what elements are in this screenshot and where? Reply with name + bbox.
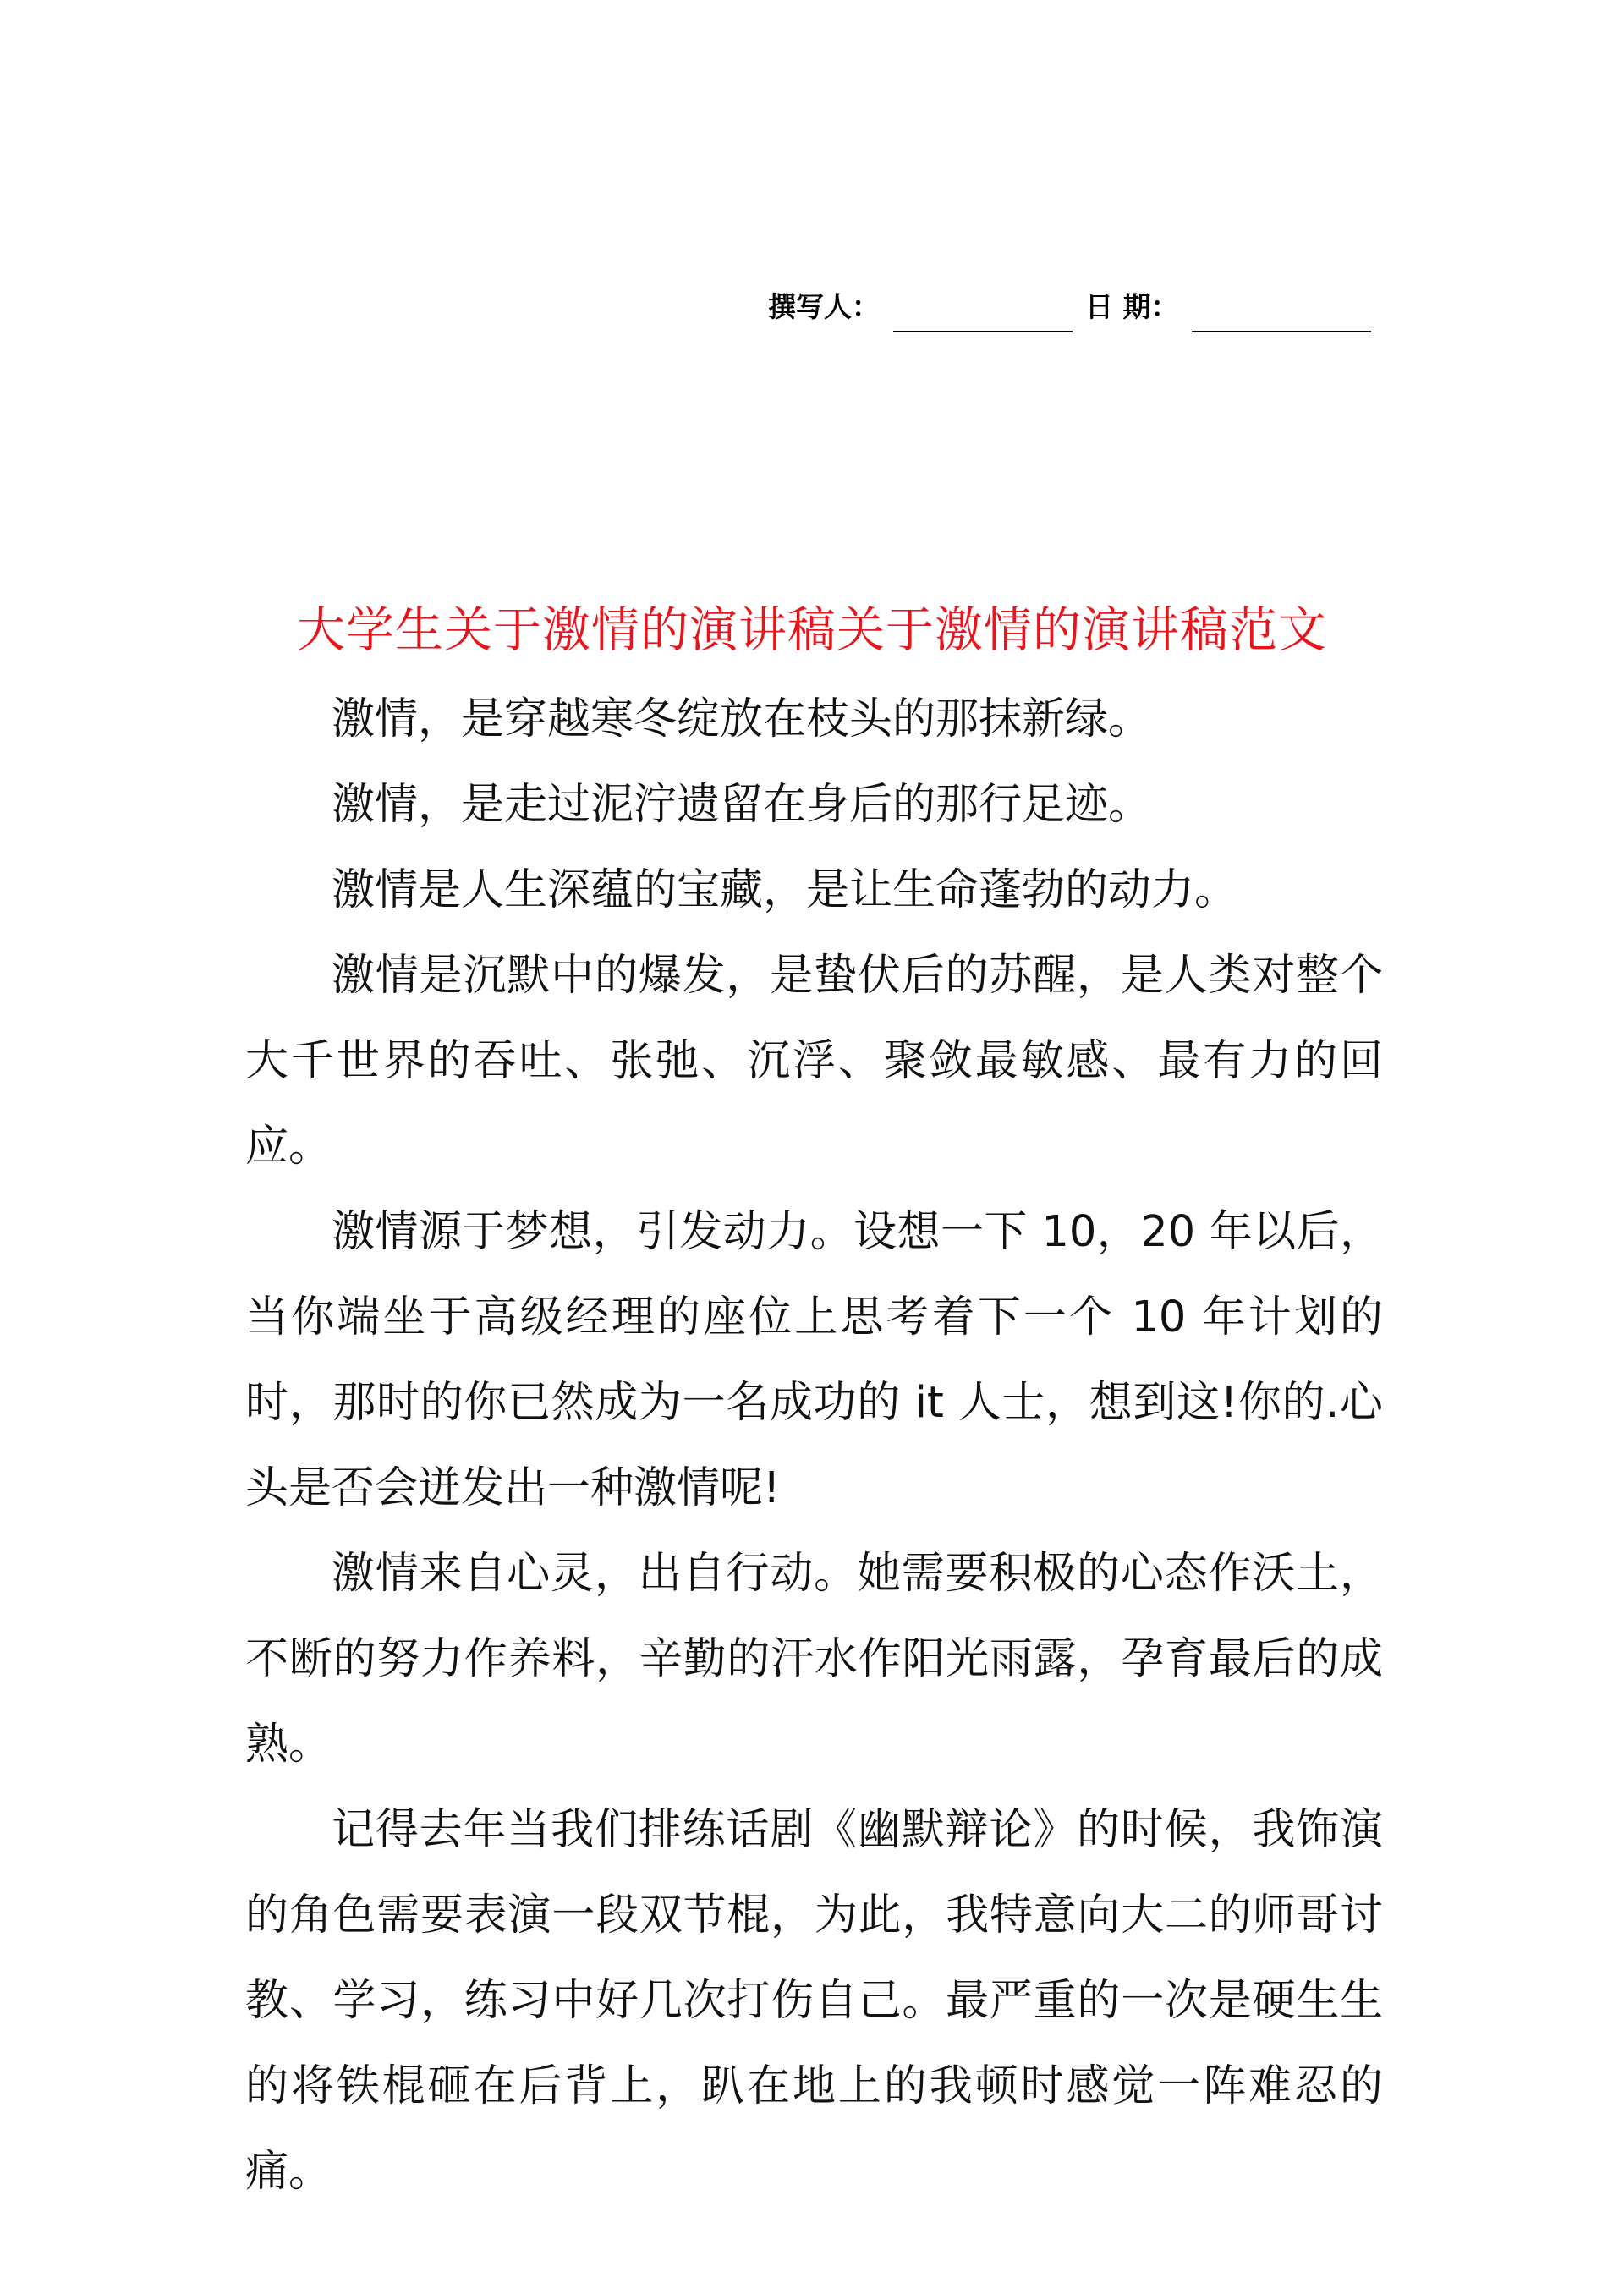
paragraph: 激情是人生深蕴的宝藏，是让生命蓬勃的动力。 (332, 865, 1238, 915)
paragraph: 激情来自心灵，出自行动。她需要积极的心态作沃土，不断的努力作养料，辛勤的汗水作阳光雨露，孕育最后的成熟。 (245, 1549, 1383, 1770)
date-label: 日 期： (1085, 290, 1179, 323)
date-blank-field[interactable] (1192, 294, 1371, 332)
author-blank-field[interactable] (893, 294, 1073, 332)
author-label: 撰写人： (768, 290, 880, 323)
paragraph: 激情，是穿越寒冬绽放在枝头的那抹新绿。 (332, 694, 1152, 744)
paragraph: 记得去年当我们排练话剧《幽默辩论》的时候，我饰演的角色需要表演一段双节棍，为此，我特意向大二的师哥讨教、学习，练习中好几次打伤自己。最严重的一次是硬生生的将铁棍砸在后背上，趴在地上的我顿时感觉一阵难忍的痛。 (245, 1805, 1383, 2197)
document-title: 大学生关于激情的演讲稿关于激情的演讲稿范文 (297, 602, 1327, 658)
signature-header (768, 282, 1390, 332)
paragraph: 激情，是走过泥泞遗留在身后的那行足迹。 (332, 780, 1152, 830)
document-body (245, 677, 1383, 2214)
paragraph: 激情源于梦想，引发动力。设想一下 10，20 年以后，当你端坐于高级经理的座位上思考着下一个 10 年计划的时，那时的你已然成为一名成功的 it 人士，想到这!你的.心头是否会迸发出一种激情呢! (245, 1207, 1383, 1513)
paragraph: 激情是沉默中的爆发，是蛰伏后的苏醒，是人类对整个大千世界的吞吐、张弛、沉浮、聚敛最敏感、最有力的回应。 (245, 951, 1383, 1172)
